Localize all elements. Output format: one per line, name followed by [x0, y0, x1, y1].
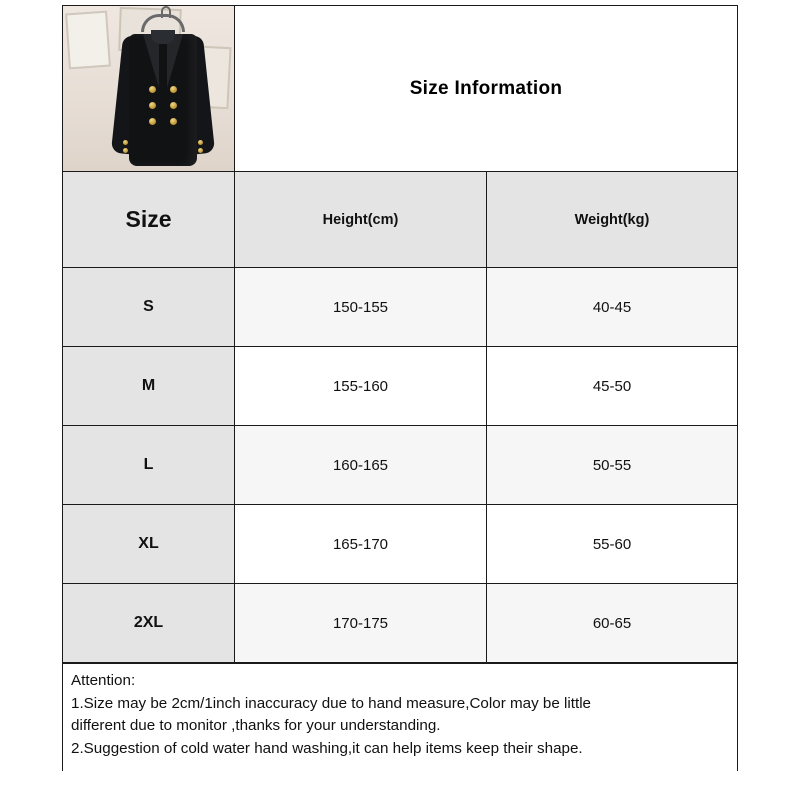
column-header-size: Size — [63, 172, 235, 268]
table-row — [63, 505, 737, 584]
cell-size: S — [63, 268, 235, 347]
column-header-weight: Weight(kg) — [487, 172, 737, 268]
cell-weight: 40-45 — [487, 268, 737, 347]
table-row — [63, 347, 737, 426]
cell-height: 150-155 — [235, 268, 487, 347]
blazer-button — [170, 118, 177, 125]
table-header-band — [63, 6, 737, 172]
cell-size: L — [63, 426, 235, 505]
table-row — [63, 584, 737, 663]
blazer-button — [149, 118, 156, 125]
cell-height: 165-170 — [235, 505, 487, 584]
cell-size: 2XL — [63, 584, 235, 663]
blazer-button — [170, 86, 177, 93]
attention-line-1: 1.Size may be 2cm/1inch inaccuracy due to hand measure,Color may be little — [71, 694, 592, 712]
blazer-button — [170, 102, 177, 109]
cell-weight: 45-50 — [487, 347, 737, 426]
attention-line-2: different due to monitor ,thanks for your understanding. — [71, 717, 441, 735]
attention-note — [63, 663, 737, 784]
cell-weight: 55-60 — [487, 505, 737, 584]
product-photo — [63, 6, 235, 172]
cell-weight: 50-55 — [487, 426, 737, 505]
blazer-illustration — [115, 24, 211, 170]
blazer-cuff-button — [123, 140, 128, 145]
blazer-body — [129, 34, 197, 166]
photo-prop-frame — [65, 11, 111, 70]
blazer-button — [149, 102, 156, 109]
cell-size: XL — [63, 505, 235, 584]
size-table — [62, 5, 738, 771]
blazer-cuff-button — [123, 148, 128, 153]
cell-height: 155-160 — [235, 347, 487, 426]
attention-line-3: 2.Suggestion of cold water hand washing,it can help items keep their shape. — [71, 739, 583, 757]
blazer-cuff-button — [198, 140, 203, 145]
cell-size: M — [63, 347, 235, 426]
page-title: Size Information — [235, 6, 737, 172]
attention-heading: Attention: — [71, 672, 136, 689]
table-row — [63, 426, 737, 505]
cell-height: 160-165 — [235, 426, 487, 505]
table-column-headers — [63, 172, 737, 268]
cell-height: 170-175 — [235, 584, 487, 663]
table-row — [63, 268, 737, 347]
blazer-button — [149, 86, 156, 93]
column-header-height: Height(cm) — [235, 172, 487, 268]
blazer-cuff-button — [198, 148, 203, 153]
cell-weight: 60-65 — [487, 584, 737, 663]
